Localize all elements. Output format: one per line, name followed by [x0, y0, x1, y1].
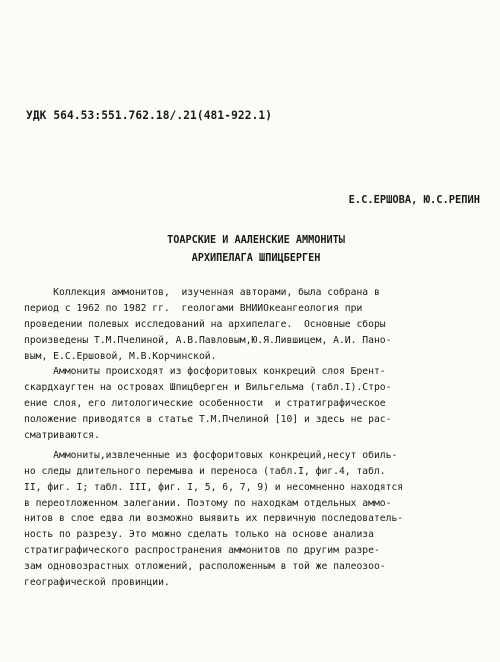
text-line: период с 1962 по 1982 гг. геологами ВНИИОкеангеология при [24, 302, 363, 314]
text-line: произведены Т.М.Пчелиной, А.В.Павловым,Ю.Я.Лившицем, А.И. Пано- [24, 334, 392, 346]
text-line: проведении полевых исследований на архипелаге. Основные сборы [24, 318, 386, 330]
article-body [24, 285, 500, 591]
text-line: зам одновозрастных отложений, расположенным в той же палеозоо- [24, 561, 386, 573]
text-line: вым, Е.С.Ершовой, М.В.Корчинской. [24, 350, 217, 362]
text-line: в переотложенном залегании. Поэтому по находкам отдельных аммо- [24, 497, 392, 509]
article-title-line-2: АРХИПЕЛАГА ШПИЦБЕРГЕН [191, 253, 321, 264]
udk-classification: УДК 564.53:551.762.18/.21(481-922.1) [26, 109, 273, 122]
paragraph [24, 448, 500, 591]
authors: Е.С.ЕРШОВА, Ю.С.РЕПИН [348, 194, 480, 206]
text-line: положение приводятся в статье Т.М.Пчелиной [10] и здесь не рас- [24, 414, 392, 426]
text-line: II, фиг. I; табл. III, фиг. I, 5, 6, 7, 9) и несомненно находятся [24, 481, 404, 493]
text-line: Коллекция аммонитов, изученная авторами, была собрана в [24, 287, 380, 298]
text-line: но следы длительного перемыва и переноса (табл.I, фиг.4, табл. [24, 465, 386, 477]
text-line: Аммониты,извлеченные из фосфоритовых конкреций,несут обиль- [24, 449, 398, 461]
text-line: сматриваются. [24, 430, 100, 442]
text-line: ность по разрезу. Это можно сделать только на основе анализа [24, 529, 374, 541]
text-line: нитов в слое едва ли возможно выявить их первичную последователь- [24, 513, 404, 525]
text-line: ение слоя, его литологические особенности и стратиграфическое [24, 398, 386, 410]
paragraph [24, 285, 500, 364]
paragraph [24, 364, 500, 443]
article-title-line-1: ТОАРСКИЕ И ААЛЕНСКИЕ АММОНИТЫ [167, 235, 345, 246]
text-line: скардхаугтен на островах Шпицберген и Вильгельма (табл.I).Стро- [24, 382, 392, 394]
text-line: стратиграфического распространения аммонитов по другим разре- [24, 545, 380, 557]
text-line: Аммониты происходят из фосфоритовых конкреций слоя Брент- [24, 366, 386, 378]
text-line: географической провинции. [24, 577, 170, 589]
